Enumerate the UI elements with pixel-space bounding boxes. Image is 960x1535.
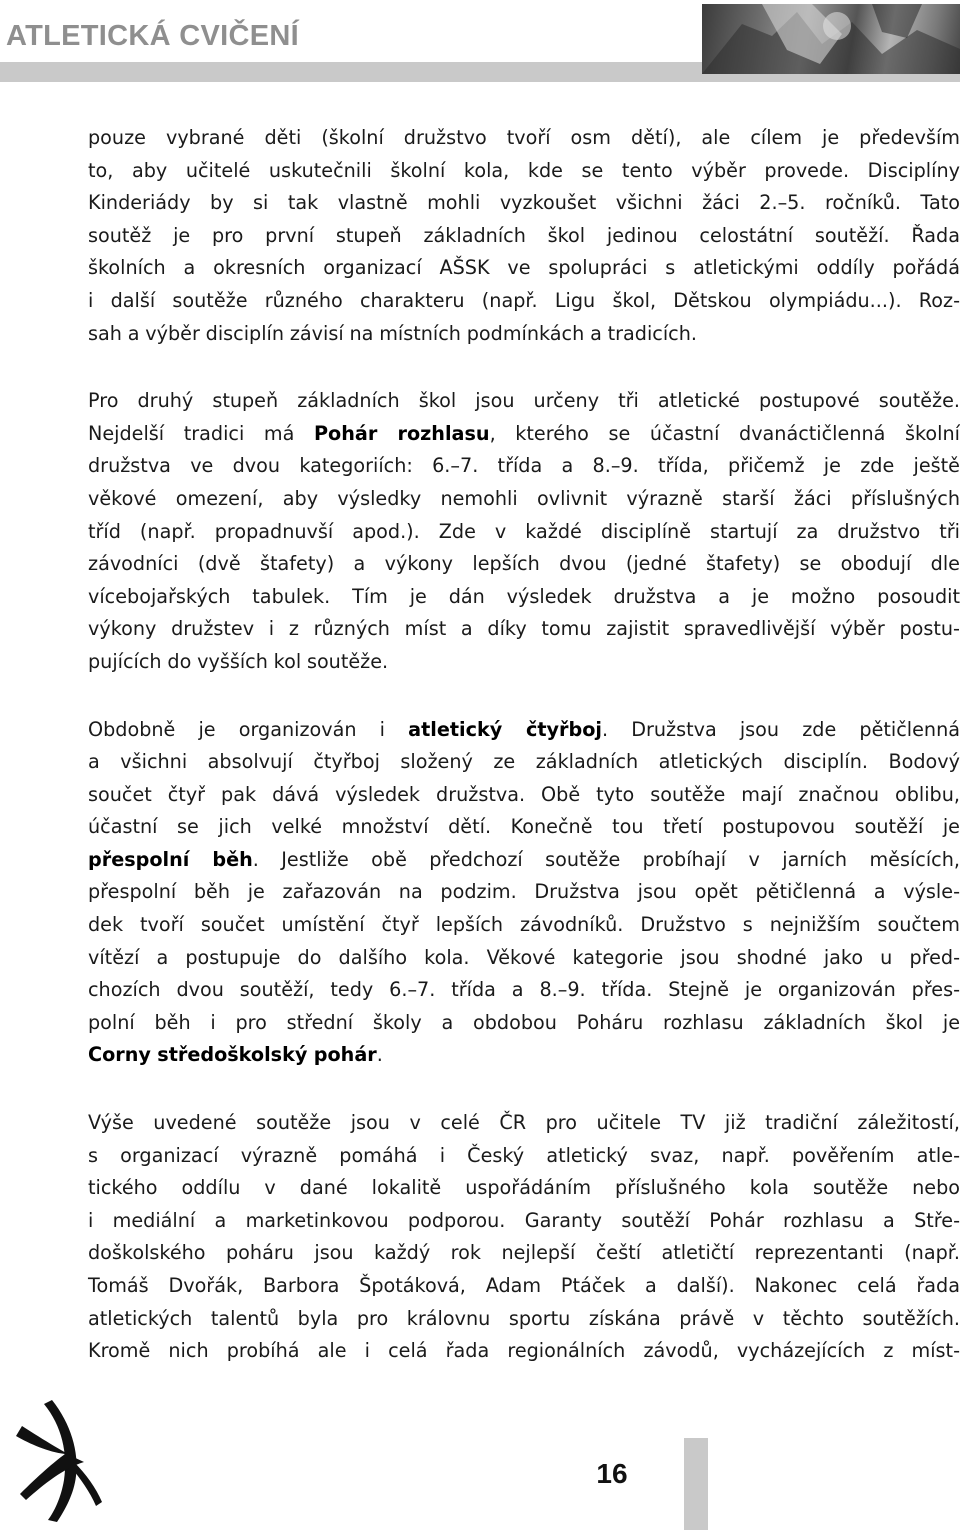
text-segment: soutěž je pro první stupeň základních škol jedinou celostátní soutěží. Řada: [88, 223, 960, 247]
text-line: [88, 187, 960, 220]
text-segment: s organizací výrazně pomáhá i Český atletický svaz, např. pověřením atle-: [88, 1143, 960, 1167]
paragraph-gap: [88, 1072, 960, 1107]
text-segment: Obdobně je organizován i: [88, 717, 409, 741]
text-segment: součet čtyř pak dává výsledek družstva. Obě tyto soutěže mají značnou oblibu,: [88, 782, 960, 806]
text-line: [88, 122, 960, 155]
text-segment: vícebojařských tabulek. Tím je dán výsledek družstva a je možno posoudit: [88, 584, 960, 608]
text-segment: chozích dvou soutěží, tedy 6.–7. třída a 8.–9. třída. Stejně je organizován přes-: [88, 978, 960, 1002]
text-segment: Nejdelší tradici má: [88, 421, 314, 445]
text-line: [88, 714, 960, 747]
text-segment: závodníci (dvě štafety) a výkony lepších dvou (jedné štafety) se obodují dle: [88, 552, 960, 576]
text-line: [88, 285, 960, 318]
paragraph: [88, 1107, 960, 1368]
text-line: [88, 450, 960, 483]
paragraph: [88, 122, 960, 350]
text-segment: atletických talentů byla pro královnu sportu získána právě v těchto soutěžích.: [88, 1306, 960, 1330]
text-line: [88, 746, 960, 779]
page-number-bar: [684, 1438, 708, 1530]
text-segment: Kromě nich probíhá ale i celá řada regionálních závodů, vycházejících z míst-: [88, 1339, 960, 1363]
text-segment: sah a výběr disciplín závisí na místních podmínkách a tradicích.: [88, 321, 697, 345]
text-line: [88, 385, 960, 418]
text-line: [88, 1007, 960, 1040]
text-segment: dek tvoří součet umístění čtyř lepších závodníků. Družstvo s nejnižším součtem: [88, 913, 960, 937]
text-segment: přespolní běh je zařazován na podzim. Družstva jsou opět pětičlenná a výsle-: [88, 880, 960, 904]
text-segment: tříd (např. propadnuvší apod.). Zde v každé disciplíně startují za družstvo tři: [88, 519, 960, 543]
text-segment: vítězí a postupuje do dalšího kola. Věkové kategorie jsou shodné jako u před-: [88, 945, 960, 969]
text-line: [88, 1107, 960, 1140]
text-line: [88, 876, 960, 909]
text-line: [88, 974, 960, 1007]
text-segment: Tomáš Dvořák, Barbora Špotáková, Adam Ptáček a další). Nakonec celá řada: [88, 1274, 960, 1297]
text-segment: , kterého se účastní dvanáctičlenná školní: [489, 421, 960, 445]
text-segment: polní běh i pro střední školy a obdobou Poháru rozhlasu základních škol je: [88, 1010, 960, 1034]
text-segment: školních a okresních organizací AŠSK ve spolupráci s atletickými oddíly pořádá: [88, 256, 960, 280]
text-segment: účastní se jich velké množství dětí. Konečně tou třetí postupovou soutěží je: [88, 815, 960, 839]
text-segment: a všichni absolvují čtyřboj složený ze základních atletických disciplín. Bodový: [88, 750, 960, 774]
highlighted-term: atletický čtyřboj: [408, 717, 602, 741]
text-line: [88, 516, 960, 549]
text-line: [88, 613, 960, 646]
text-line: [88, 1172, 960, 1205]
highlighted-term: Pohár rozhlasu: [313, 421, 490, 445]
page-number: 16: [596, 1458, 628, 1489]
header-athlete-photo: [702, 4, 960, 74]
paragraph-gap: [88, 679, 960, 714]
text-line: [88, 252, 960, 285]
text-segment: i mediální a marketinkovou podporou. Garanty soutěží Pohár rozhlasu a Stře-: [88, 1208, 960, 1232]
text-line: [88, 646, 960, 679]
text-line: [88, 942, 960, 975]
text-segment: to, aby učitelé uskutečnili školní kola, kde se tento výběr provede. Disciplíny: [88, 158, 960, 182]
text-segment: doškolského poháru jsou každý rok nejlepší čeští atletičtí reprezentanti (např.: [88, 1241, 960, 1265]
text-line: [88, 548, 960, 581]
article-body: [88, 122, 960, 1368]
highlighted-term: přespolní běh: [88, 847, 253, 871]
text-line: [88, 483, 960, 516]
text-line: [88, 844, 960, 877]
text-segment: tického oddílu v dané lokalitě uspořádáním příslušného kola soutěže nebo: [88, 1176, 960, 1200]
text-line: [88, 1237, 960, 1270]
page-header-title: ATLETICKÁ CVIČENÍ: [6, 20, 299, 52]
text-segment: . Jestliže obě předchozí soutěže probíhají v jarních měsících,: [252, 847, 960, 871]
text-line: [88, 909, 960, 942]
text-segment: pouze vybrané děti (školní družstvo tvoří osm dětí), ale cílem je především: [88, 126, 960, 149]
text-segment: Výše uvedené soutěže jsou v celé ČR pro učitele TV již tradiční záležitostí,: [88, 1111, 960, 1135]
text-line: [88, 779, 960, 812]
text-segment: družstva ve dvou kategoriích: 6.–7. třída a 8.–9. třída, přičemž je zde ještě: [88, 454, 960, 478]
text-segment: . Družstva jsou zde pětičlenná: [601, 717, 960, 741]
text-line: [88, 220, 960, 253]
text-segment: i další soutěže různého charakteru (např. Ligu škol, Dětskou olympiádu...). Roz-: [88, 288, 960, 312]
text-segment: .: [376, 1043, 383, 1067]
text-line: [88, 1205, 960, 1238]
text-line: [88, 1140, 960, 1173]
text-segment: výkony družstev i z různých míst a díky tomu zajistit spravedlivější výběr postu-: [88, 617, 960, 641]
text-line: [88, 811, 960, 844]
text-line: [88, 155, 960, 188]
text-segment: Pro druhý stupeň základních škol jsou určeny tři atletické postupové soutěže.: [88, 389, 960, 413]
paragraph-gap: [88, 350, 960, 385]
text-line: [88, 581, 960, 614]
text-segment: Kinderiády by si tak vlastně mohli vyzkoušet všichni žáci 2.–5. ročníků. Tato: [88, 191, 960, 215]
highlighted-term: Corny středoškolský pohár: [88, 1043, 377, 1067]
text-line: [88, 1303, 960, 1336]
text-segment: pujících do vyšších kol soutěže.: [88, 649, 389, 673]
paragraph: [88, 714, 960, 1073]
text-line: [88, 1039, 960, 1072]
paragraph: [88, 385, 960, 678]
text-segment: věkové omezení, aby výsledky nemohli ovlivnit výrazně starší žáci příslušných: [88, 486, 960, 510]
running-figure-logo: [10, 1396, 102, 1524]
text-line: [88, 418, 960, 451]
text-line: [88, 1335, 960, 1368]
text-line: [88, 1270, 960, 1303]
text-line: [88, 318, 960, 351]
